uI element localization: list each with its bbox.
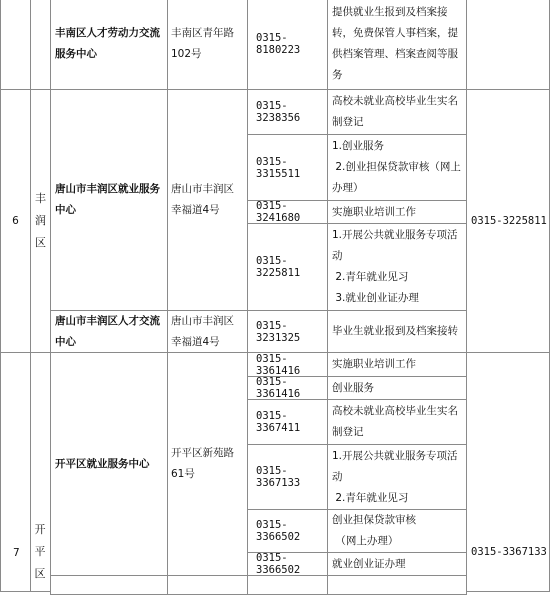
phone-number: 0315-3366502 [256,519,301,543]
service-cell-partial [327,575,467,595]
index-cell [0,89,31,353]
phone-cell [247,399,328,445]
hotline-cell [466,89,550,353]
org-name: 丰南区人才劳动力交流服务中心 [55,27,160,60]
address-cell [167,0,248,90]
phone-cell [247,352,328,377]
phone-cell [247,509,328,553]
phone-cell [247,0,328,90]
org-cell [50,310,168,353]
phone-cell [247,89,328,135]
district-cell-blank [30,0,51,90]
org-cell [50,89,168,311]
service-cell [327,89,467,135]
address-text: 开平区新苑路61号 [171,447,234,480]
hotline-cell [466,352,550,592]
phone-cell [247,376,328,400]
phone-number: 0315-3367133 [256,465,301,489]
service-cell [327,134,467,201]
org-name: 开平区就业服务中心 [55,457,150,470]
district-name: 开平区 [34,523,46,580]
row-index: 7 [13,547,20,559]
hotline-number: 0315-3367133 [471,546,547,558]
phone-number: 0315-3315511 [256,155,301,180]
service-text: 毕业生就业报到及档案接转 [332,325,458,337]
service-text: 高校未就业高校毕业生实名制登记 [332,405,458,438]
phone-cell [247,223,328,311]
phone-number: 0315-3366502 [256,552,301,576]
address-cell [167,310,248,353]
address-text: 丰南区青年路102号 [171,27,234,60]
phone-number: 0315-3361416 [256,352,301,377]
org-cell [50,0,168,90]
index-cell-blank [0,0,31,90]
address-cell [167,352,248,576]
address-text: 唐山市丰润区幸福道4号 [171,314,234,348]
phone-number: 0315-3241680 [256,200,301,224]
district-cell [30,352,51,592]
service-text: 提供就业生报到及档案接转，免费保管人事档案，提供档案管理、档案查阅等服务 [332,6,458,81]
service-cell [327,223,467,311]
service-cell [327,310,467,353]
hotline-number: 0315-3225811 [471,215,547,227]
hotline-cell-blank [466,0,550,90]
service-text: 创业担保贷款审核 （网上办理） [332,514,416,547]
service-text: 实施职业培训工作 [332,358,416,370]
org-cell [50,352,168,576]
org-name: 唐山市丰润区人才交流中心 [55,314,160,348]
district-name: 丰润区 [35,192,46,249]
phone-number: 0315-3231325 [256,319,301,344]
org-name: 唐山市丰润区就业服务中心 [55,183,160,216]
address-cell-partial [167,575,248,595]
service-text: 1.开展公共就业服务专项活动 2.青年就业见习 3.就业创业证办理 [332,229,458,304]
service-cell [327,509,467,553]
phone-number: 0315-3225811 [256,255,301,279]
service-text: 1.创业服务 2.创业担保贷款审核（网上办理） [332,140,461,194]
phone-number: 0315-3238356 [256,100,301,124]
service-text: 就业创业证办理 [332,557,406,570]
index-cell [0,352,31,592]
service-cell [327,399,467,445]
service-text: 1.开展公共就业服务专项活动 2.青年就业见习 [332,449,458,504]
phone-cell [247,200,328,224]
service-text: 高校未就业高校毕业生实名制登记 [332,95,458,128]
phone-cell [247,552,328,576]
service-cell [327,444,467,510]
phone-number: 0315-8180223 [256,32,301,56]
phone-number: 0315-3361416 [256,376,301,400]
service-cell [327,376,467,400]
phone-cell-partial [247,575,328,595]
row-index: 6 [12,215,19,227]
service-text: 实施职业培训工作 [332,205,416,218]
phone-cell [247,444,328,510]
org-cell-partial [50,575,168,595]
service-cell [327,352,467,377]
phone-number: 0315-3367411 [256,410,301,434]
district-cell [30,89,51,353]
service-cell [327,0,467,90]
service-cell [327,200,467,224]
address-text: 唐山市丰润区幸福道4号 [171,183,234,216]
address-cell [167,89,248,311]
service-cell [327,552,467,576]
service-text: 创业服务 [332,381,374,394]
phone-cell [247,134,328,201]
phone-cell [247,310,328,353]
